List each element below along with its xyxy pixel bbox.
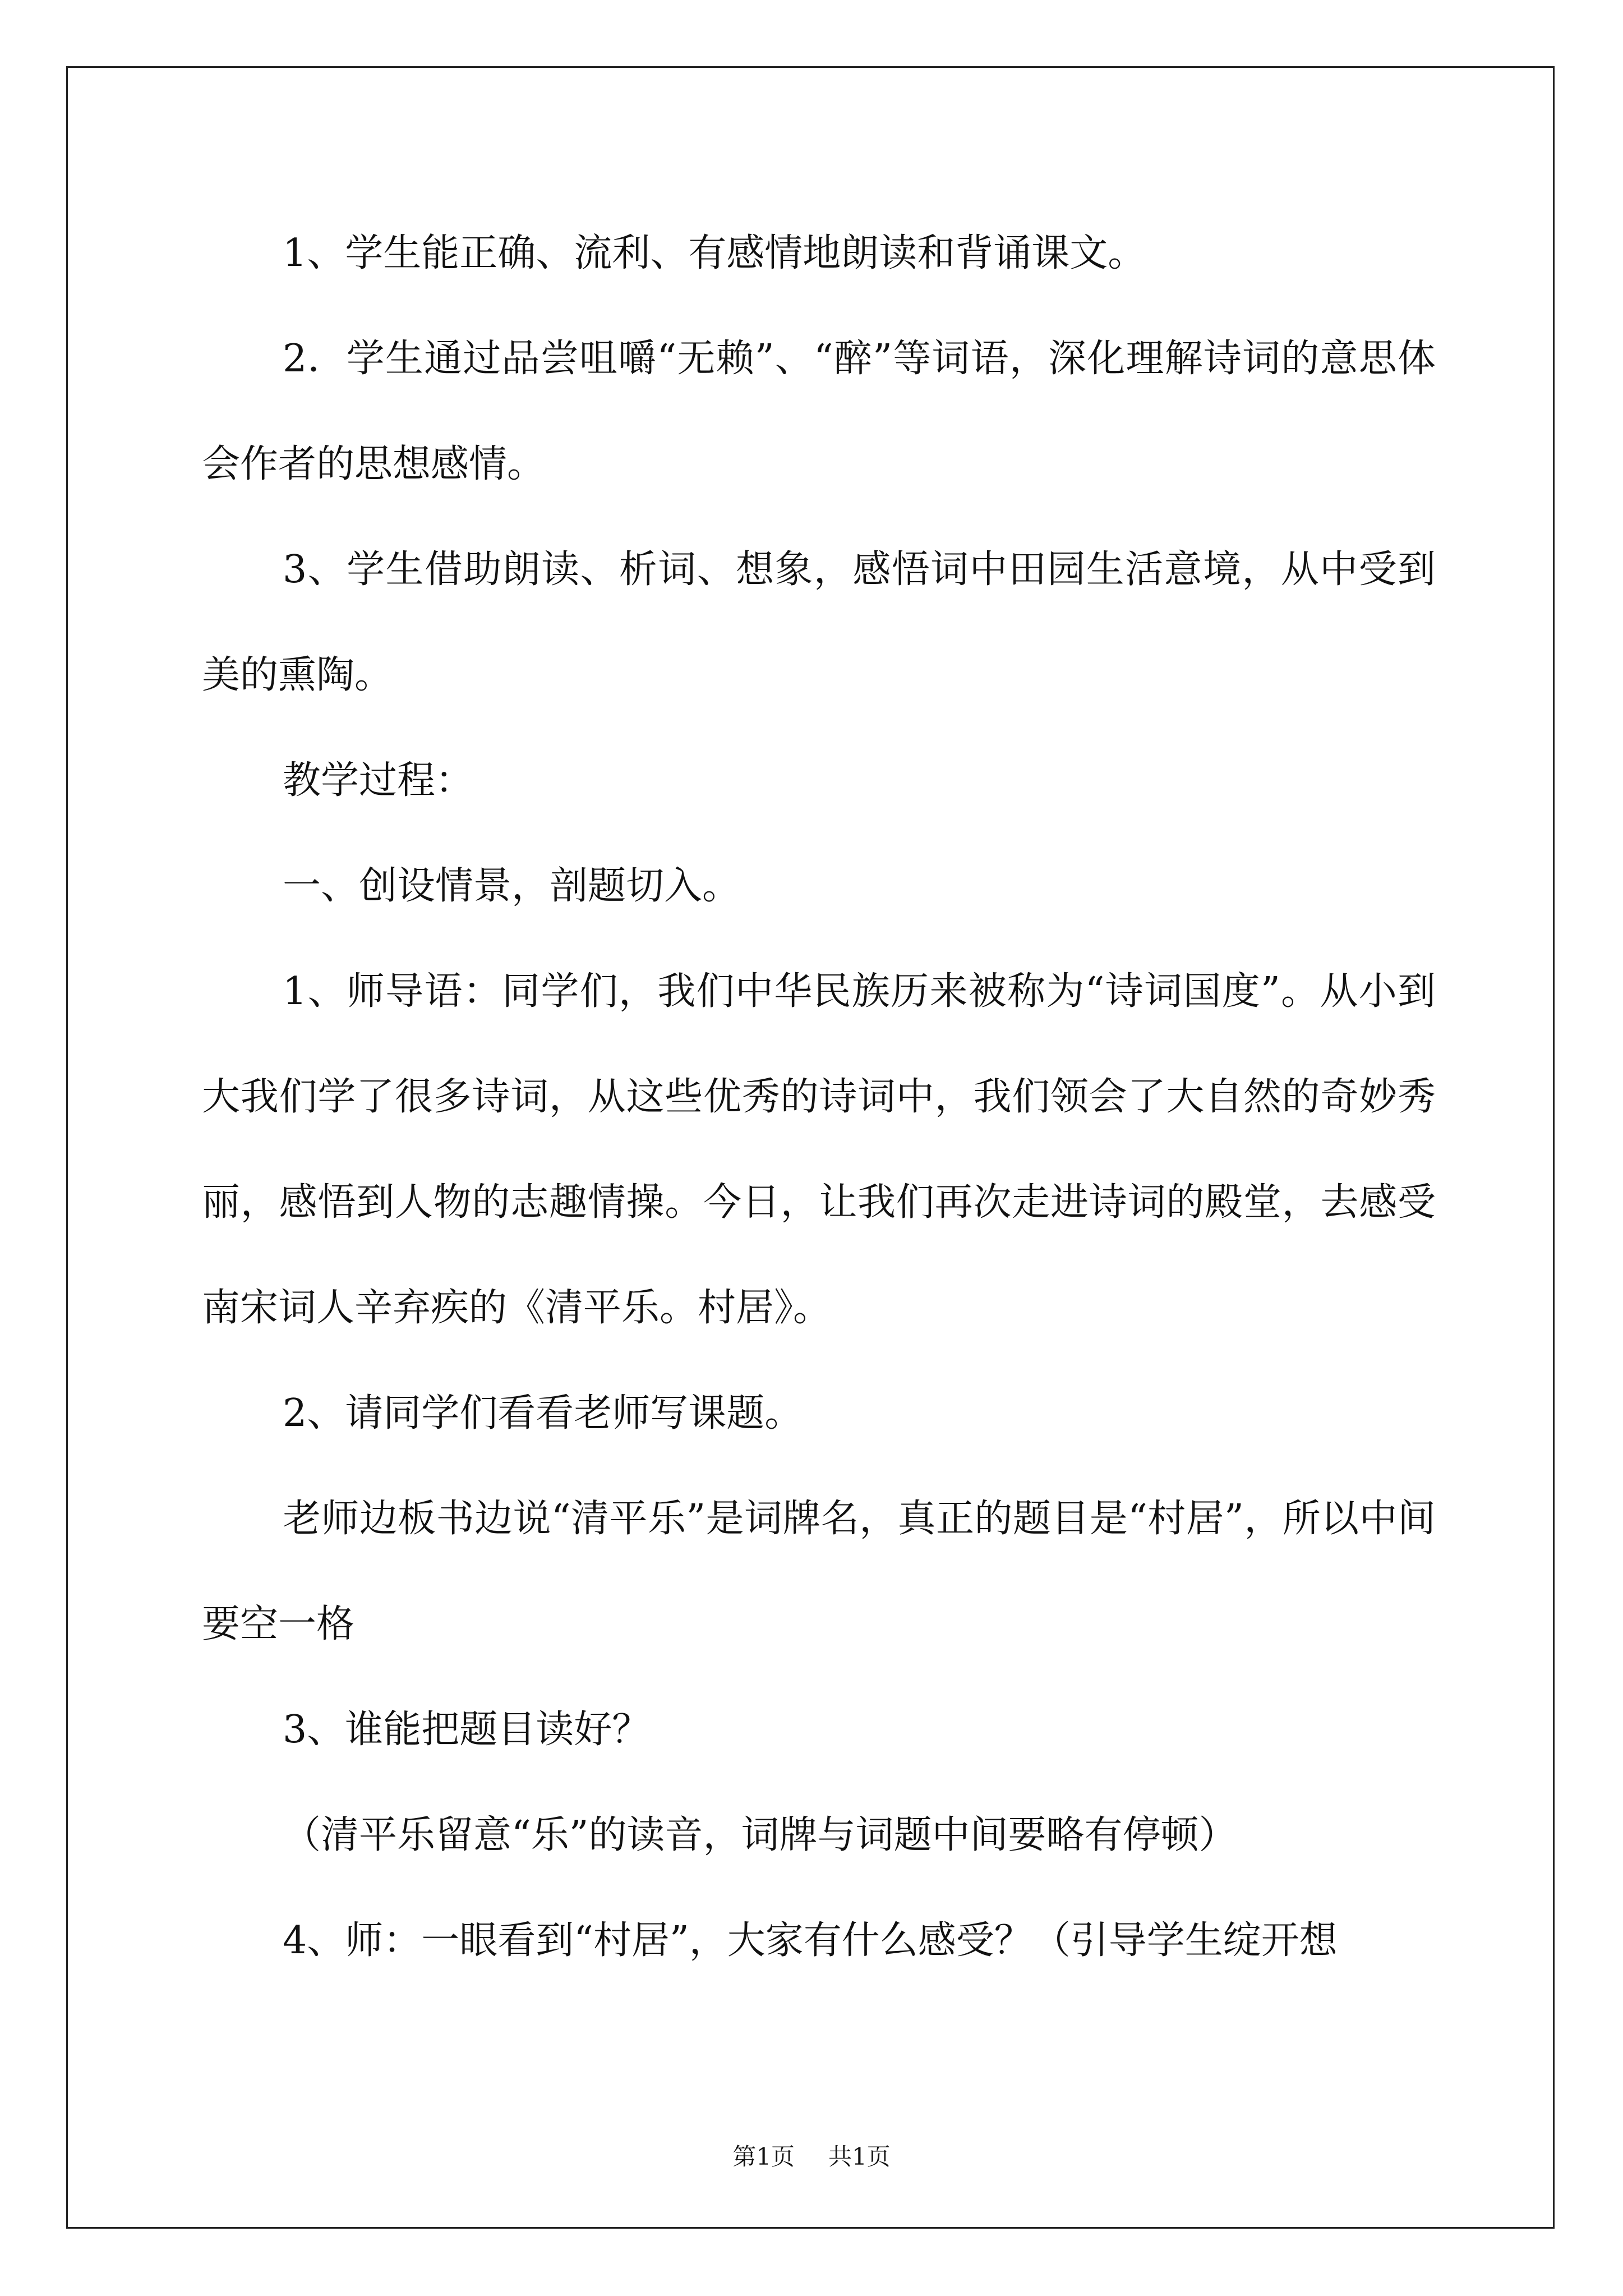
paragraph-step-4: 4、师：一眼看到“村居”，大家有什么感受？（引导学生绽开想 <box>283 1918 1338 1963</box>
page-footer <box>0 2138 1623 2172</box>
paragraph-board-writing: 老师边板书边说“清平乐”是词牌名，真正的题目是“村居”，所以中间要空一格 <box>202 1497 1436 1646</box>
page-number: 第1页 <box>732 2143 795 2170</box>
paragraph-objective-1: 1、学生能正确、流利、有感情地朗读和背诵课文。 <box>283 231 1146 275</box>
paragraph-step-2: 2、请同学们看看老师写课题。 <box>283 1391 803 1435</box>
paragraph-objective-3: 3、学生借助朗读、析词、想象，感悟词中田园生活意境，从中受到美的熏陶。 <box>202 547 1436 697</box>
page-total: 共1页 <box>828 2143 891 2170</box>
paragraph-reading-note: （清平乐留意“乐”的读音，词牌与词题中间要略有停顿） <box>283 1813 1237 1857</box>
section-heading-process: 教学过程： <box>283 758 474 803</box>
paragraph-step-3: 3、谁能把题目读好？ <box>283 1708 651 1752</box>
paragraph-objective-2: 2．学生通过品尝咀嚼“无赖”、“醉”等词语，深化理解诗词的意思体会作者的思想感情。 <box>202 337 1436 486</box>
section-heading-step-1: 一、创设情景，剖题切入。 <box>283 864 741 908</box>
paragraph-teacher-intro: 1、师导语：同学们，我们中华民族历来被称为“诗词国度”。从小到大我们学了很多诗词，从这些优秀的诗词中，我们领会了大自然的奇妙秀丽，感悟到人物的志趣情操。今日，让我们再次走进诗词的殿堂，去感受南宋词人辛弃疾的《清平乐。村居》。 <box>202 969 1436 1330</box>
